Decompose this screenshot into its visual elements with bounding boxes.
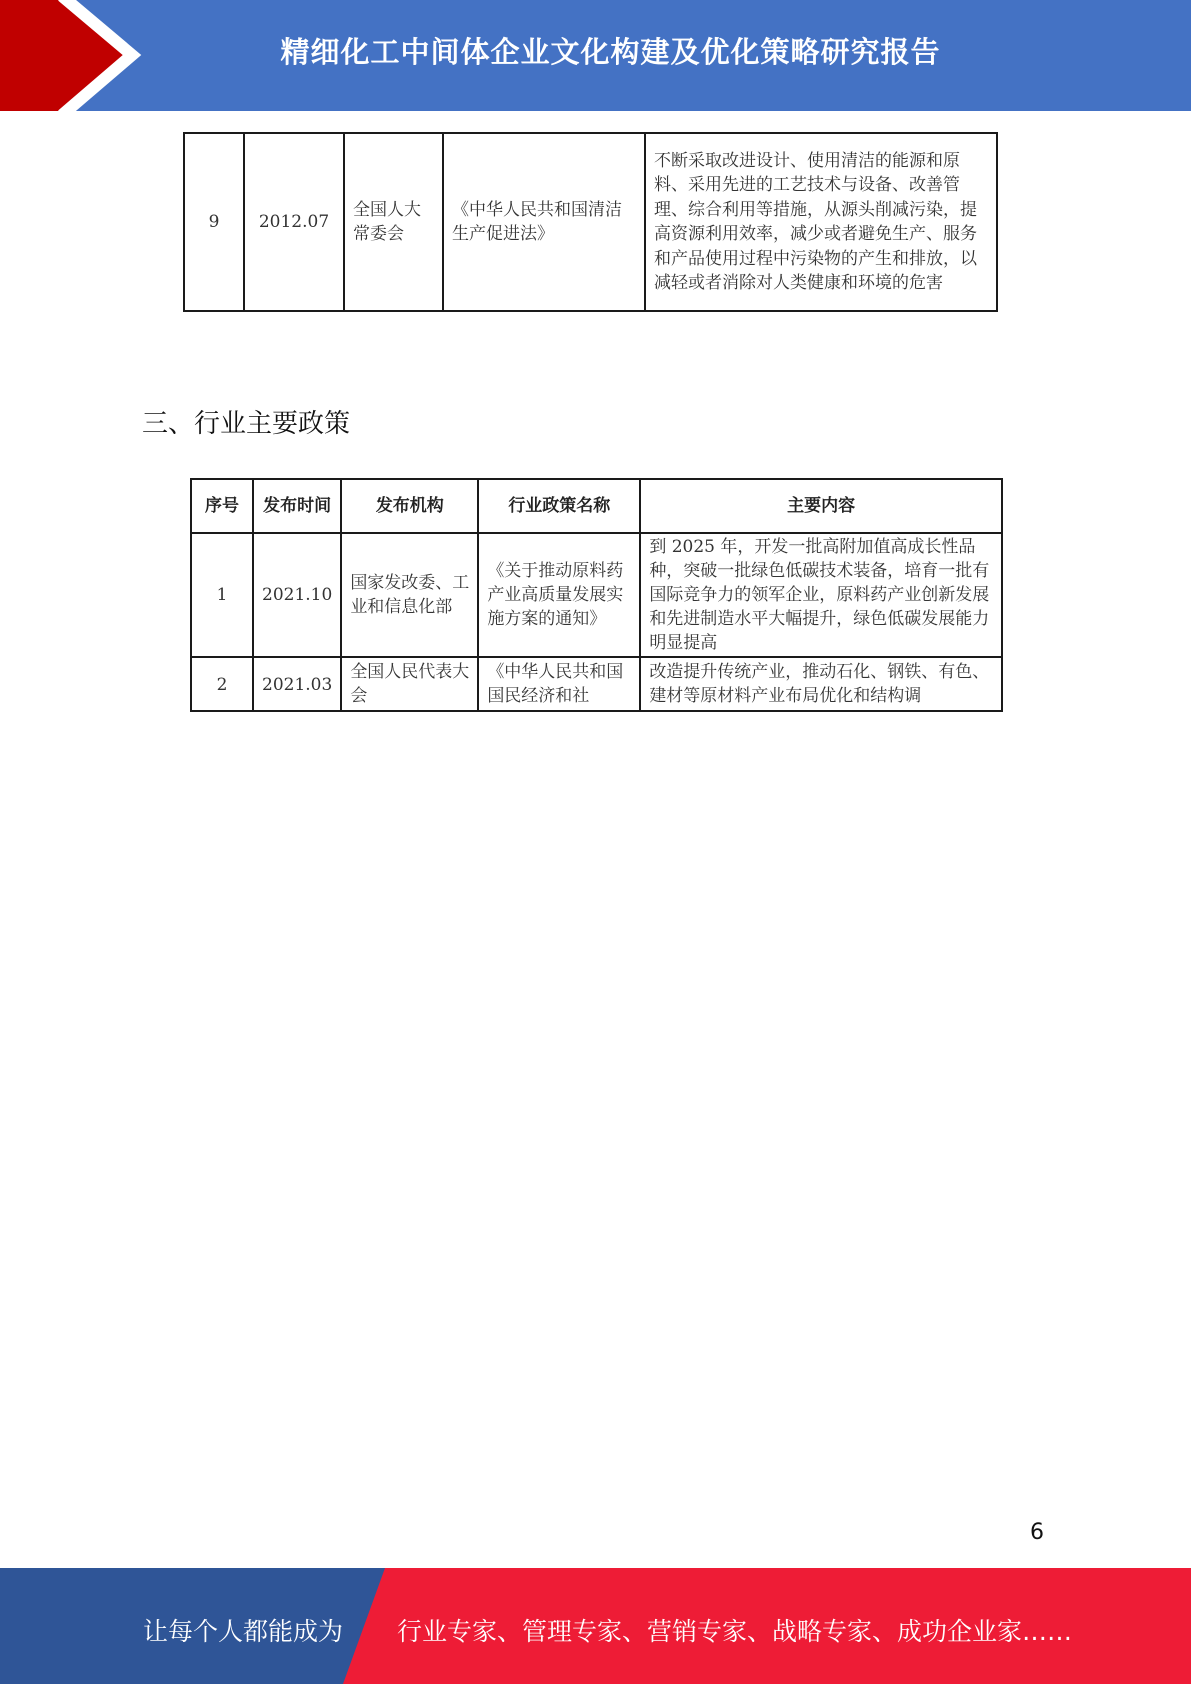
table-row: [184, 133, 997, 311]
row-content: 到 2025 年，开发一批高附加值高成长性品种，突破一批绿色低碳技术装备，培育一批有国际竞争力的领军企业，原料药产业创新发展和先进制造水平大幅提升，绿色低碳发展能力明显提高: [640, 533, 1002, 657]
table-row: [191, 657, 1002, 711]
footer-roles: 行业专家、管理专家、营销专家、战略专家、成功企业家……: [397, 1617, 1073, 1646]
row-number: 1: [191, 533, 253, 657]
row-date: 2021.03: [253, 657, 341, 711]
page-number: 6: [1030, 1520, 1044, 1545]
table-header-row: [191, 479, 1002, 533]
row-date: 2012.07: [244, 133, 344, 311]
row-policy-name: 《中华人民共和国国民经济和社: [478, 657, 640, 711]
row-date: 2021.10: [253, 533, 341, 657]
row-issuer: 全国人大常委会: [344, 133, 443, 311]
header-policy-name: 行业政策名称: [478, 479, 640, 533]
row-content: 不断采取改进设计、使用清洁的能源和原料、采用先进的工艺技术与设备、改善管理、综合利用等措施，从源头削减污染，提高资源利用效率，减少或者避免生产、服务和产品使用过程中污染物的产生和排放，以减轻或者消除对人类健康和环境的危害: [645, 133, 997, 311]
policy-table: [190, 478, 1003, 712]
header-issuer: 发布机构: [341, 479, 478, 533]
row-issuer: 国家发改委、工业和信息化部: [341, 533, 478, 657]
footer-slogan: 让每个人都能成为: [143, 1617, 344, 1646]
law-table: [183, 132, 998, 312]
header-no: 序号: [191, 479, 253, 533]
chevron-logo-icon: [0, 0, 160, 111]
table-row: [191, 533, 1002, 657]
report-title: 精细化工中间体企业文化构建及优化策略研究报告: [280, 34, 941, 69]
header-content: 主要内容: [640, 479, 1002, 533]
row-issuer: 全国人民代表大会: [341, 657, 478, 711]
row-content: 改造提升传统产业，推动石化、钢铁、有色、建材等原材料产业布局优化和结构调: [640, 657, 1002, 711]
section-heading: 三、行业主要政策: [142, 409, 351, 439]
row-policy-name: 《关于推动原料药产业高质量发展实施方案的通知》: [478, 533, 640, 657]
row-number: 9: [184, 133, 244, 311]
header-banner: [0, 0, 1191, 111]
row-law-name: 《中华人民共和国清洁生产促进法》: [443, 133, 645, 311]
row-number: 2: [191, 657, 253, 711]
header-date: 发布时间: [253, 479, 341, 533]
